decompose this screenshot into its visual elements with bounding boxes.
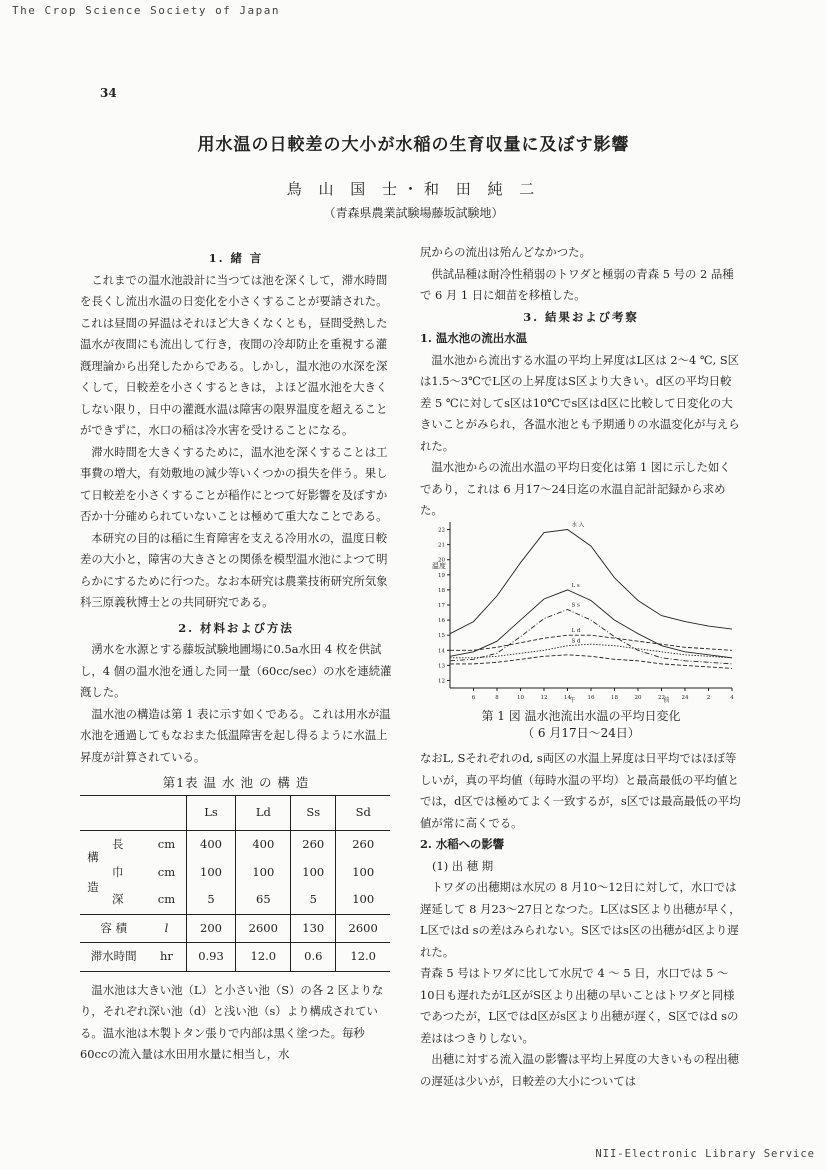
paper-title: 用水温の日較差の大小が水稲の生育収量に及ぼす影響 <box>197 135 630 155</box>
x-tick-label: 10 <box>517 695 524 701</box>
section-heading: 2. 材料および方法 <box>178 620 294 635</box>
series-label: L s <box>571 582 580 589</box>
table-cell: 5 <box>291 886 336 914</box>
series-line <box>450 644 732 658</box>
series-label: L d <box>571 628 581 635</box>
paragraph: これまでの温水池設計に当つては池を深くして，滞水時間を長くし流出水温の日変化を小さくすることが要請された。これは昼間の昇温はそれほど大きくなくとも，昼間受熱した温水が夜間にも流出して行き，夜間の冷却防止を重視する灌漑理論から出発したからである。しかし，温水池の水深を深くして，日較差を小さくするときは，よほど温水池を大きくしない限り，日中の灌漑水温は障害の限界温度を超えることができずに，水口の稲は冷水害を受けることになる。 <box>80 272 388 437</box>
table-group-label: 構 <box>87 850 99 865</box>
table-cell: 200 <box>186 914 236 943</box>
paragraph: 滞水時間を大きくするために，温水池を深くすることは工事費の増大，有効敷地の減少等いくつかの損失を伴う。果して日較差を小さくすることが稲作にとつて好影響を及ぼすか否か十分確められていないことは極めて重大なことである。 <box>80 444 388 523</box>
table-cell: 0.6 <box>291 943 336 972</box>
y-tick-label: 20 <box>438 557 445 564</box>
table-row-label: 滞水時間 <box>80 943 147 972</box>
authors: 鳥 山 国 士・和 田 純 二 <box>286 180 541 198</box>
table-row-label: 容 積 <box>80 914 147 943</box>
table-cell: 100 <box>352 864 375 879</box>
figure-caption <box>420 708 742 742</box>
subsection-heading: 2. 水稲への影響 <box>420 837 505 851</box>
paragraph: 出穂に対する流入温の影響は平均上昇度の大きいもの程出穂の遅延は少いが，日較差の大小については <box>420 1052 739 1088</box>
table-cell: 100 <box>236 859 291 887</box>
table-row <box>80 943 390 972</box>
right-column-top <box>420 242 742 522</box>
x-tick-label: 20 <box>634 695 642 701</box>
paragraph: 青森 5 号はトワダに比して水尻で 4 ～ 5 日，水口では 5 ～10日も遅れたがL区がS区より出穂の早いことはトワダと同様であつたが，L区ではd区がs区より出穂が遅く，S区ではd sの差ははつきりしない。 <box>420 966 739 1045</box>
series-line <box>450 635 732 650</box>
table-row <box>80 859 390 887</box>
table-cell: 12.0 <box>336 943 390 972</box>
table-unit: cm <box>147 859 186 887</box>
table-cell: 260 <box>352 837 375 851</box>
subsection-heading: (1) 出 穂 期 <box>432 858 494 873</box>
x-tick-label: 18 <box>611 695 618 701</box>
paragraph: 本研究の目的は稲に生育障害を支える冷用水の，温度日較差の大小と，障害の大きさとの関係を模型温水池によつて明らかにするために行つた。なお本研究は農業技術研究所気象科三原義秋博士との共同研究である。 <box>80 530 388 609</box>
table-row <box>80 914 390 943</box>
y-tick-label: 14 <box>438 648 445 655</box>
table-unit: l <box>147 914 186 943</box>
series-label: S d <box>571 638 581 645</box>
society-header: The Crop Science Society of Japan <box>12 4 281 17</box>
paragraph: トワダの出穂期は水尻の 8 月10～12日に対して，水口では遅延して 8 月23～27日となつた。L区はS区より出穂が早く，L区ではd sの差はみられない。S区ではs区の出穂がd区より遅れた。 <box>420 880 741 959</box>
y-tick-label: 17 <box>438 603 445 609</box>
table-unit: cm <box>147 831 186 859</box>
y-tick-label: 12 <box>438 678 445 685</box>
table-unit: cm <box>147 886 186 914</box>
y-tick-label: 22 <box>438 527 445 534</box>
structure-table <box>80 795 390 972</box>
table-col-header: Sd <box>336 796 390 831</box>
paragraph: なおL, Sそれぞれのd, s両区の水温上昇度は日平均ではほぼ等しいが，真の平均値（毎時水温の平均）と最高最低の平均値とでは，d区では極めてよく一致するが，s区では最高最低の平均値が常に高くでる。 <box>420 751 741 830</box>
section-heading: 1. 緒 言 <box>208 251 264 265</box>
subsection-heading: 1. 温水池の流出水温 <box>420 331 527 345</box>
section-heading: 3. 結果および考察 <box>523 309 639 324</box>
table-cell: 100 <box>352 892 375 906</box>
y-tick-label: 16 <box>438 618 445 625</box>
table-cell: 100 <box>291 859 336 887</box>
x-tick-label: 16 <box>587 695 595 701</box>
y-axis-label: 温度 <box>432 562 446 570</box>
x-tick-label: 4 <box>730 695 734 701</box>
affiliation: （青森県農業試験場藤坂試験地） <box>323 206 504 220</box>
table-cell: 65 <box>236 886 291 914</box>
water-temperature-chart <box>428 514 740 704</box>
table-cell: 2600 <box>236 914 291 943</box>
paragraph: 尻からの流出は殆んどなかつた。 <box>420 245 591 259</box>
table-unit: hr <box>147 943 186 972</box>
table-group-label: 造 <box>87 880 99 895</box>
table-row <box>80 831 390 859</box>
table-col-header: Ld <box>236 796 291 831</box>
series-label: 水 入 <box>571 522 585 529</box>
page-number: 34 <box>100 86 117 100</box>
y-tick-label: 19 <box>438 572 445 579</box>
y-tick-label: 18 <box>438 587 445 594</box>
series-label: S s <box>571 602 580 609</box>
paragraph: 温水池からの流出水温の平均日変化は第 1 図に示した如くであり，これは 6 月17～24日迄の水温自記計記録から求めた。 <box>420 460 731 517</box>
y-tick-label: 21 <box>438 542 445 549</box>
table-cell: 5 <box>186 886 236 914</box>
y-tick-label: 13 <box>438 663 445 670</box>
figure-1 <box>428 514 740 704</box>
paragraph: 温水池の構造は第 1 表に示す如くである。これは用水が温水池を通過してもなおまた低温障害を起し得るように水温上昇度が計算されている。 <box>80 706 391 764</box>
table-cell: 0.93 <box>186 943 236 972</box>
figure-caption-line: （ 6 月17日～24日） <box>522 726 640 740</box>
table-cell: 12.0 <box>236 943 291 972</box>
table-title: 第1表 温 水 池 の 構 造 <box>162 775 310 790</box>
series-line <box>450 610 732 664</box>
x-tick-label: 12 <box>540 695 548 701</box>
footer: NII-Electronic Library Service <box>595 1148 815 1160</box>
paragraph: 温水池は大きい池（L）と小さい池（S）の各 2 区よりなり，それぞれ深い池（d）と浅い池（s）より構成されている。温水池は木製トタン張りで内部は黒く塗つた。毎秒60ccの流入量は水田用水量に相当し，水 <box>80 982 384 1061</box>
table-row-label: 巾 <box>112 864 124 879</box>
y-tick-label: 15 <box>438 633 445 640</box>
x-tick-label: 8 <box>495 695 499 701</box>
table-cell: 400 <box>236 831 291 859</box>
x-axis-mark: 前 <box>663 697 670 704</box>
paragraph: 温水池から流出する水温の平均上昇度はL区は 2～4 ℃, S区は1.5～3℃でL区の上昇度はS区より大きい。d区の平均日較差 5 ℃に対してs区は10℃でs区はd区に比較して日変化の大きいことがみられ，各温水池とも予期通りの水温変化が与えられた。 <box>420 352 740 453</box>
table-cell: 2600 <box>336 914 390 943</box>
table-col-header: Ls <box>186 796 236 831</box>
table-cell: 260 <box>291 831 336 859</box>
table-cell: 130 <box>291 914 336 943</box>
table-cell: 400 <box>186 831 236 859</box>
paragraph: 供試品種は耐冷性稍弱のトワダと極弱の青森 5 号の 2 品種で 6 月 1 日に畑苗を移植した。 <box>420 266 734 302</box>
x-axis-mark: 午 <box>569 697 576 704</box>
right-column-bottom <box>420 748 742 1092</box>
x-tick-label: 24 <box>681 695 689 701</box>
x-tick-label: 14 <box>564 695 571 701</box>
table-cell: 100 <box>186 859 236 887</box>
x-tick-label: 2 <box>706 695 711 701</box>
table-row-label: 長 <box>112 837 124 851</box>
table-row-label: 深 <box>112 892 124 906</box>
x-tick-label: 22 <box>658 695 665 701</box>
x-tick-label: 6 <box>471 695 476 701</box>
figure-caption-line: 第 1 図 温水池流出水温の平均日変化 <box>481 709 681 723</box>
table-col-header: Ss <box>291 796 336 831</box>
paragraph: 湧水を水源とする藤坂試験地圃場に0.5a水田 4 枚を供試し，4 個の温水池を通した同一量（60cc/sec）の水を連続灌漑した。 <box>80 642 392 699</box>
table-row <box>80 886 390 914</box>
series-line <box>450 530 732 634</box>
left-column <box>80 248 392 1066</box>
